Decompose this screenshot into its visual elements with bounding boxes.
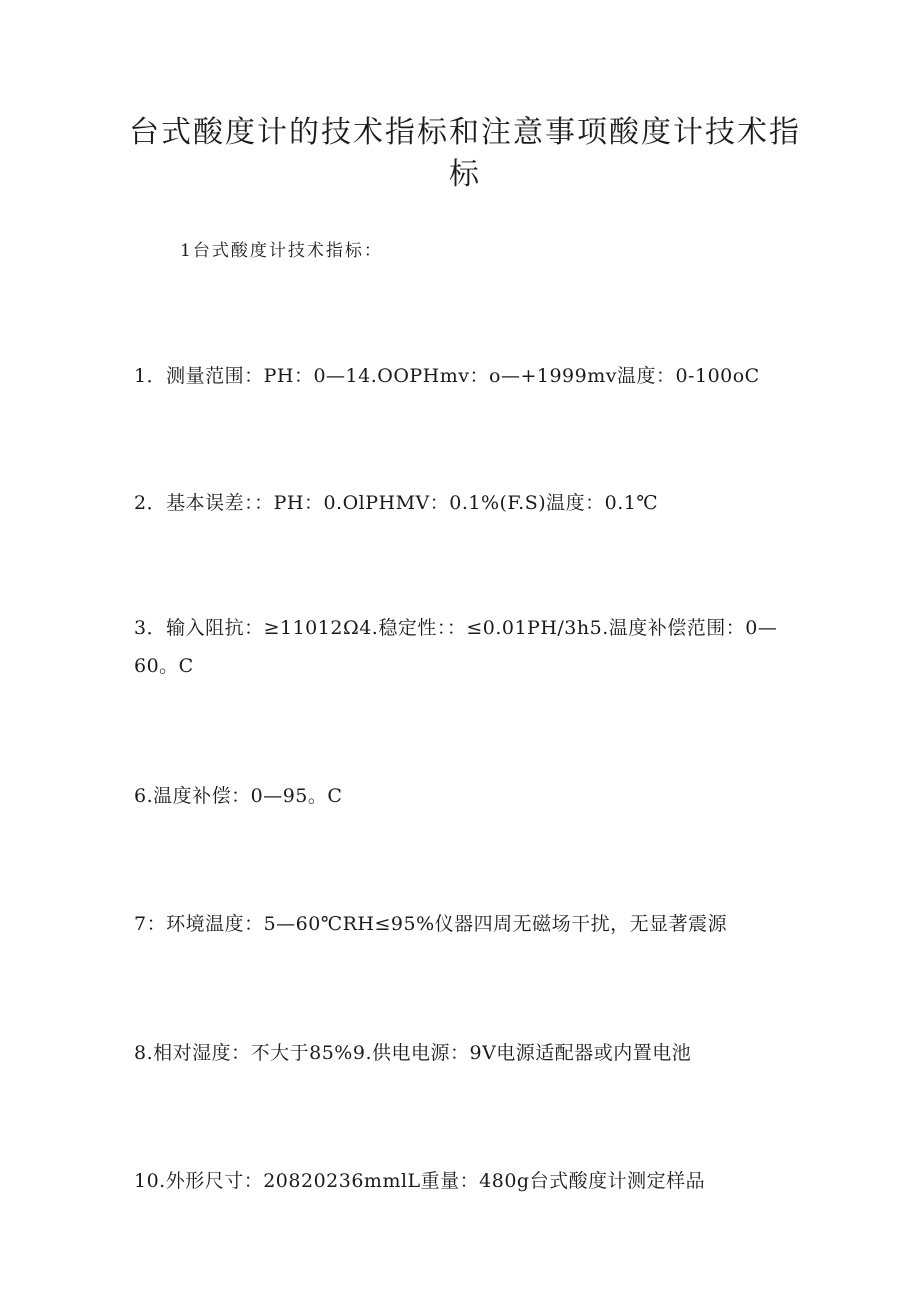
spec-item-temperature-compensation: 6.温度补偿：0—95。C	[134, 785, 343, 807]
spec-item-measurement-range: 1．测量范围：PH：0—14.OOPHmv：o—+1999mv温度：0-100oC	[134, 365, 760, 387]
intro-line: 1台式酸度计技术指标：	[180, 241, 383, 261]
spec-item-ambient-temperature: 7：环境温度：5—60℃RH≤95%仪器四周无磁场干扰，无显著震源	[134, 913, 728, 935]
spec-item-basic-error: 2．基本误差：：PH：0.OlPHMV：0.1%(F.S)温度：0.1℃	[134, 492, 659, 514]
spec-item-relative-humidity: 8.相对湿度：不大于85%9.供电电源：9V电源适配器或内置电池	[134, 1042, 692, 1064]
spec-item-input-impedance: 3．输入阻抗：≥11012Ω4.稳定性：：≤0.01PH/3h5.温度补偿范围：0—60。C	[134, 617, 778, 677]
document-title: 台式酸度计的技术指标和注意事项酸度计技术指标	[129, 115, 801, 192]
spec-item-dimensions: 10.外形尺寸：20820236mmlL重量：480g台式酸度计测定样品	[134, 1170, 706, 1192]
